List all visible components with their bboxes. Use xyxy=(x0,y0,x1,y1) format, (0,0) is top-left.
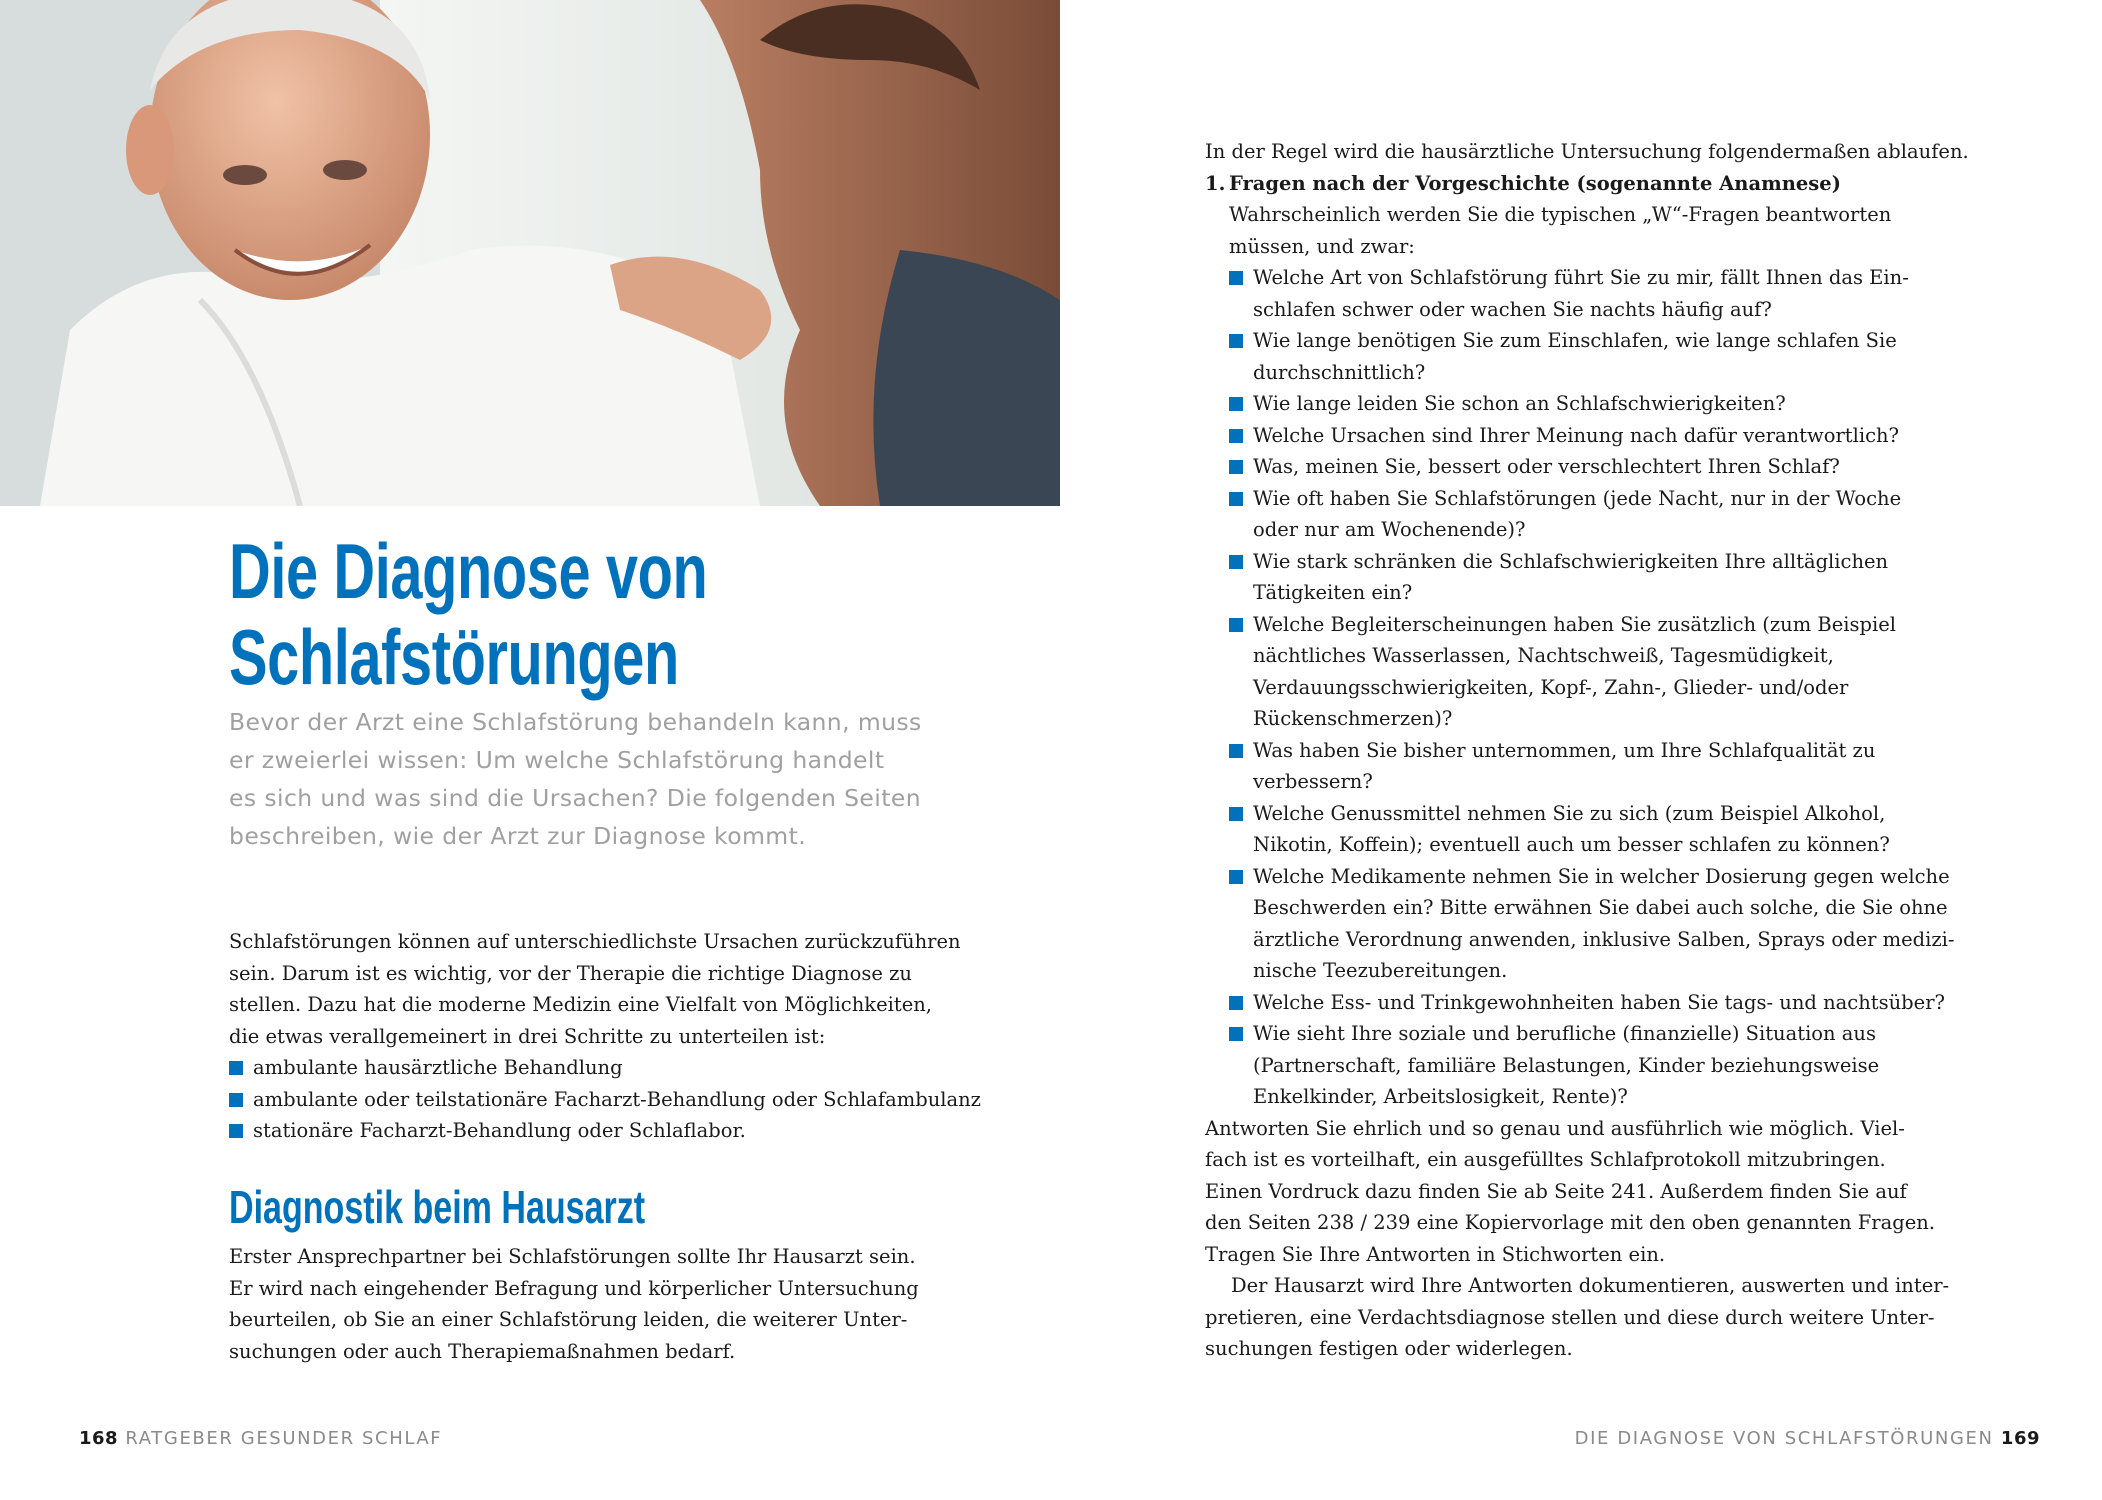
body-line: die etwas verallgemeinert in drei Schritte zu unterteilen ist: xyxy=(229,1024,826,1048)
square-bullet-icon xyxy=(1229,744,1243,758)
list-item xyxy=(229,1084,981,1116)
list-item-text: stationäre Facharzt-Behandlung oder Schlaflabor. xyxy=(253,1119,746,1142)
page-title xyxy=(229,528,791,700)
body-line: müssen, und zwar: xyxy=(1229,234,1415,258)
square-bullet-icon xyxy=(1229,334,1243,348)
question-line: Welche Ess- und Trinkgewohnheiten haben Sie tags- und nachtsüber? xyxy=(1253,990,1945,1014)
body-line: Tragen Sie Ihre Antworten in Stichworten ein. xyxy=(1205,1242,1666,1266)
step-heading xyxy=(1205,168,1965,200)
question-line: oder nur am Wochenende)? xyxy=(1253,518,1526,541)
question-line: durchschnittlich? xyxy=(1253,360,1426,384)
body-line: Einen Vordruck dazu finden Sie ab Seite 241. Außerdem finden Sie auf xyxy=(1205,1179,1907,1203)
section-paragraph xyxy=(229,1241,929,1367)
body-line: Antworten Sie ehrlich und so genau und ausführlich wie möglich. Viel- xyxy=(1205,1116,1905,1140)
body-line: beurteilen, ob Sie an einer Schlafstörung leiden, die weiterer Unter- xyxy=(229,1308,908,1331)
question-item xyxy=(1205,735,1965,798)
question-item xyxy=(1205,1018,1965,1113)
section-heading: Diagnostik beim Hausarzt xyxy=(229,1181,646,1233)
square-bullet-icon xyxy=(229,1061,243,1075)
square-bullet-icon xyxy=(1229,807,1243,821)
question-item xyxy=(1205,325,1965,388)
lead-paragraph xyxy=(229,703,929,855)
question-line: Welche Medikamente nehmen Sie in welcher Dosierung gegen welche xyxy=(1253,864,1950,888)
question-line: nächtliches Wasserlassen, Nachtschweiß, Tagesmüdigkeit, xyxy=(1253,644,1834,667)
square-bullet-icon xyxy=(229,1093,243,1107)
question-line: Enkelkinder, Arbeitslosigkeit, Rente)? xyxy=(1253,1085,1628,1108)
body-line: Erster Ansprechpartner bei Schlafstörungen sollte Ihr Hausarzt sein. xyxy=(229,1245,916,1268)
step-title: Fragen nach der Vorgeschichte (sogenannte Anamnese) xyxy=(1229,171,1841,195)
question-line: Welche Art von Schlafstörung führt Sie zu mir, fällt Ihnen das Ein- xyxy=(1253,266,1909,289)
list-item-text: ambulante oder teilstationäre Facharzt-Behandlung oder Schlafambulanz xyxy=(253,1087,981,1111)
lead-line: beschreiben, wie der Arzt zur Diagnose kommt. xyxy=(229,822,807,850)
question-item xyxy=(1205,798,1965,861)
square-bullet-icon xyxy=(1229,460,1243,474)
question-item xyxy=(1205,861,1965,987)
step-number: 1. xyxy=(1205,171,1226,195)
question-line: Verdauungsschwierigkeiten, Kopf-, Zahn-, Glieder- und/oder xyxy=(1253,675,1849,699)
title-line: Die Diagnose von xyxy=(229,527,708,615)
question-item xyxy=(1205,609,1965,735)
question-line: Welche Ursachen sind Ihrer Meinung nach dafür verantwortlich? xyxy=(1253,423,1900,447)
body-line: sein. Darum ist es wichtig, vor der Therapie die richtige Diagnose zu xyxy=(229,961,912,985)
page-number: 169 xyxy=(2000,1428,2040,1449)
lead-line: Bevor der Arzt eine Schlafstörung behandeln kann, muss xyxy=(229,708,922,736)
lead-line: es sich und was sind die Ursachen? Die folgenden Seiten xyxy=(229,784,921,812)
question-line: (Partnerschaft, familiäre Belastungen, Kinder beziehungsweise xyxy=(1253,1053,1880,1077)
question-line: ärztliche Verordnung anwenden, inklusive Salben, Sprays oder medizi- xyxy=(1253,927,1955,951)
body-line: Schlafstörungen können auf unterschiedlichste Ursachen zurückzuführen xyxy=(229,930,961,953)
page-number: 168 xyxy=(79,1428,119,1449)
question-line: Welche Genussmittel nehmen Sie zu sich (zum Beispiel Alkohol, xyxy=(1253,801,1886,825)
question-item xyxy=(1205,546,1965,609)
question-line: Wie lange benötigen Sie zum Einschlafen, wie lange schlafen Sie xyxy=(1253,329,1897,352)
square-bullet-icon xyxy=(1229,271,1243,285)
running-title: RATGEBER GESUNDER SCHLAF xyxy=(125,1428,443,1449)
running-title: DIE DIAGNOSE VON SCHLAFSTÖRUNGEN xyxy=(1574,1428,1994,1449)
square-bullet-icon xyxy=(1229,870,1243,884)
question-line: Wie lange leiden Sie schon an Schlafschwierigkeiten? xyxy=(1253,392,1786,415)
list-item xyxy=(229,1052,929,1084)
intro-paragraph xyxy=(229,926,981,1147)
footer-left xyxy=(79,1427,442,1451)
photo-doctor-patient xyxy=(0,0,1060,506)
body-line: Er wird nach eingehender Befragung und körperlicher Untersuchung xyxy=(229,1276,919,1300)
title-line: Schlafstörungen xyxy=(229,613,679,701)
square-bullet-icon xyxy=(229,1124,243,1138)
body-line: Wahrscheinlich werden Sie die typischen „W“-Fragen beantworten xyxy=(1229,203,1892,226)
question-line: Rückenschmerzen)? xyxy=(1253,707,1453,730)
question-item xyxy=(1205,483,1965,546)
square-bullet-icon xyxy=(1229,397,1243,411)
square-bullet-icon xyxy=(1229,429,1243,443)
question-item xyxy=(1205,987,1965,1019)
square-bullet-icon xyxy=(1229,996,1243,1010)
question-item xyxy=(1205,262,1965,325)
question-line: Wie stark schränken die Schlafschwierigkeiten Ihre alltäglichen xyxy=(1253,549,1889,573)
question-item xyxy=(1205,388,1965,420)
footer-right xyxy=(1575,1427,2040,1451)
body-line: In der Regel wird die hausärztliche Untersuchung folgendermaßen ablaufen. xyxy=(1205,140,1969,163)
right-body xyxy=(1205,136,1969,1365)
question-line: schlafen schwer oder wachen Sie nachts häufig auf? xyxy=(1253,297,1772,321)
question-line: Nikotin, Koffein); eventuell auch um besser schlafen zu können? xyxy=(1253,833,1890,856)
question-line: nische Teezubereitungen. xyxy=(1253,959,1508,982)
question-line: Beschwerden ein? Bitte erwähnen Sie dabei auch solche, die Sie ohne xyxy=(1253,896,1948,919)
body-line: fach ist es vorteilhaft, ein ausgefülltes Schlafprotokoll mitzubringen. xyxy=(1205,1148,1886,1171)
question-line: verbessern? xyxy=(1253,770,1373,793)
question-line: Tätigkeiten ein? xyxy=(1253,581,1413,604)
question-item xyxy=(1205,451,1965,483)
question-line: Was haben Sie bisher unternommen, um Ihre Schlafqualität zu xyxy=(1253,738,1876,762)
right-page xyxy=(1051,0,2102,1500)
question-line: Was, meinen Sie, bessert oder verschlechtert Ihren Schlaf? xyxy=(1253,455,1840,478)
question-line: Wie sieht Ihre soziale und berufliche (finanzielle) Situation aus xyxy=(1253,1022,1877,1045)
photo-illustration xyxy=(0,0,1060,506)
question-line: Welche Begleiterscheinungen haben Sie zusätzlich (zum Beispiel xyxy=(1253,612,1896,636)
square-bullet-icon xyxy=(1229,618,1243,632)
square-bullet-icon xyxy=(1229,492,1243,506)
list-item xyxy=(229,1115,929,1147)
body-line: den Seiten 238 / 239 eine Kopiervorlage mit den oben genannten Fragen. xyxy=(1205,1211,1936,1234)
lead-line: er zweierlei wissen: Um welche Schlafstörung handelt xyxy=(229,746,885,774)
question-line: Wie oft haben Sie Schlafstörungen (jede Nacht, nur in der Woche xyxy=(1253,486,1902,510)
body-line: suchungen festigen oder widerlegen. xyxy=(1205,1337,1573,1360)
body-line: stellen. Dazu hat die moderne Medizin eine Vielfalt von Möglichkeiten, xyxy=(229,993,933,1016)
list-item-text: ambulante hausärztliche Behandlung xyxy=(253,1056,623,1079)
square-bullet-icon xyxy=(1229,555,1243,569)
square-bullet-icon xyxy=(1229,1027,1243,1041)
body-line: Der Hausarzt wird Ihre Antworten dokumentieren, auswerten und inter- xyxy=(1231,1274,1950,1297)
body-line: suchungen oder auch Therapiemaßnahmen bedarf. xyxy=(229,1339,736,1363)
question-item xyxy=(1205,420,1965,452)
body-line: pretieren, eine Verdachtsdiagnose stellen und diese durch weitere Unter- xyxy=(1205,1305,1935,1329)
